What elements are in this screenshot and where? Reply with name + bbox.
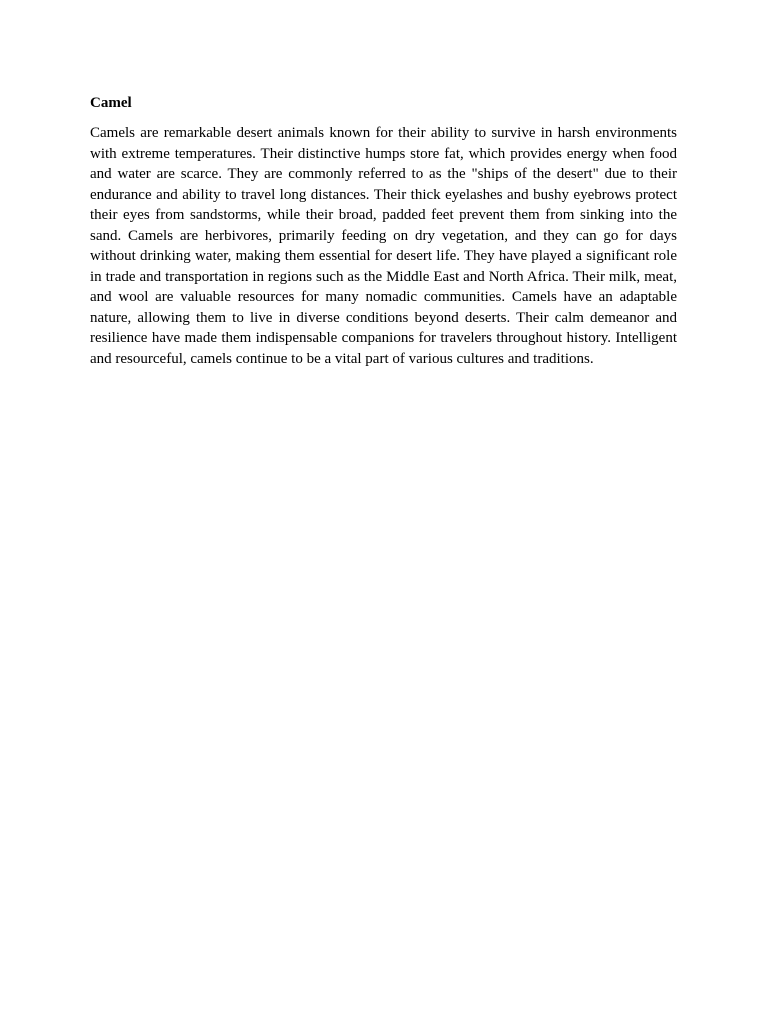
document-title: Camel [90, 95, 132, 111]
document-content [90, 93, 677, 369]
document-paragraph: Camels are remarkable desert animals known for their ability to survive in harsh environments with extreme temperatures. Their distinctive humps store fat, which provides energy when food and water are scarce. They are commonly referred to as the "ships of the desert" due to their endurance and ability to travel long distances. Their thick eyelashes and bushy eyebrows protect their eyes from sandstorms, while their broad, padded feet prevent them from sinking into the sand. Camels are herbivores, primarily feeding on dry vegetation, and they can go for days without drinking water, making them essential for desert life. They have played a significant role in trade and transportation in regions such as the Middle East and North Africa. Their milk, meat, and wool are valuable resources for many nomadic communities. Camels have an adaptable nature, allowing them to live in diverse conditions beyond deserts. Their calm demeanor and resilience have made them indispensable companions for travelers throughout history. Intelligent and resourceful, camels continue to be a vital part of various cultures and traditions. [90, 125, 677, 367]
